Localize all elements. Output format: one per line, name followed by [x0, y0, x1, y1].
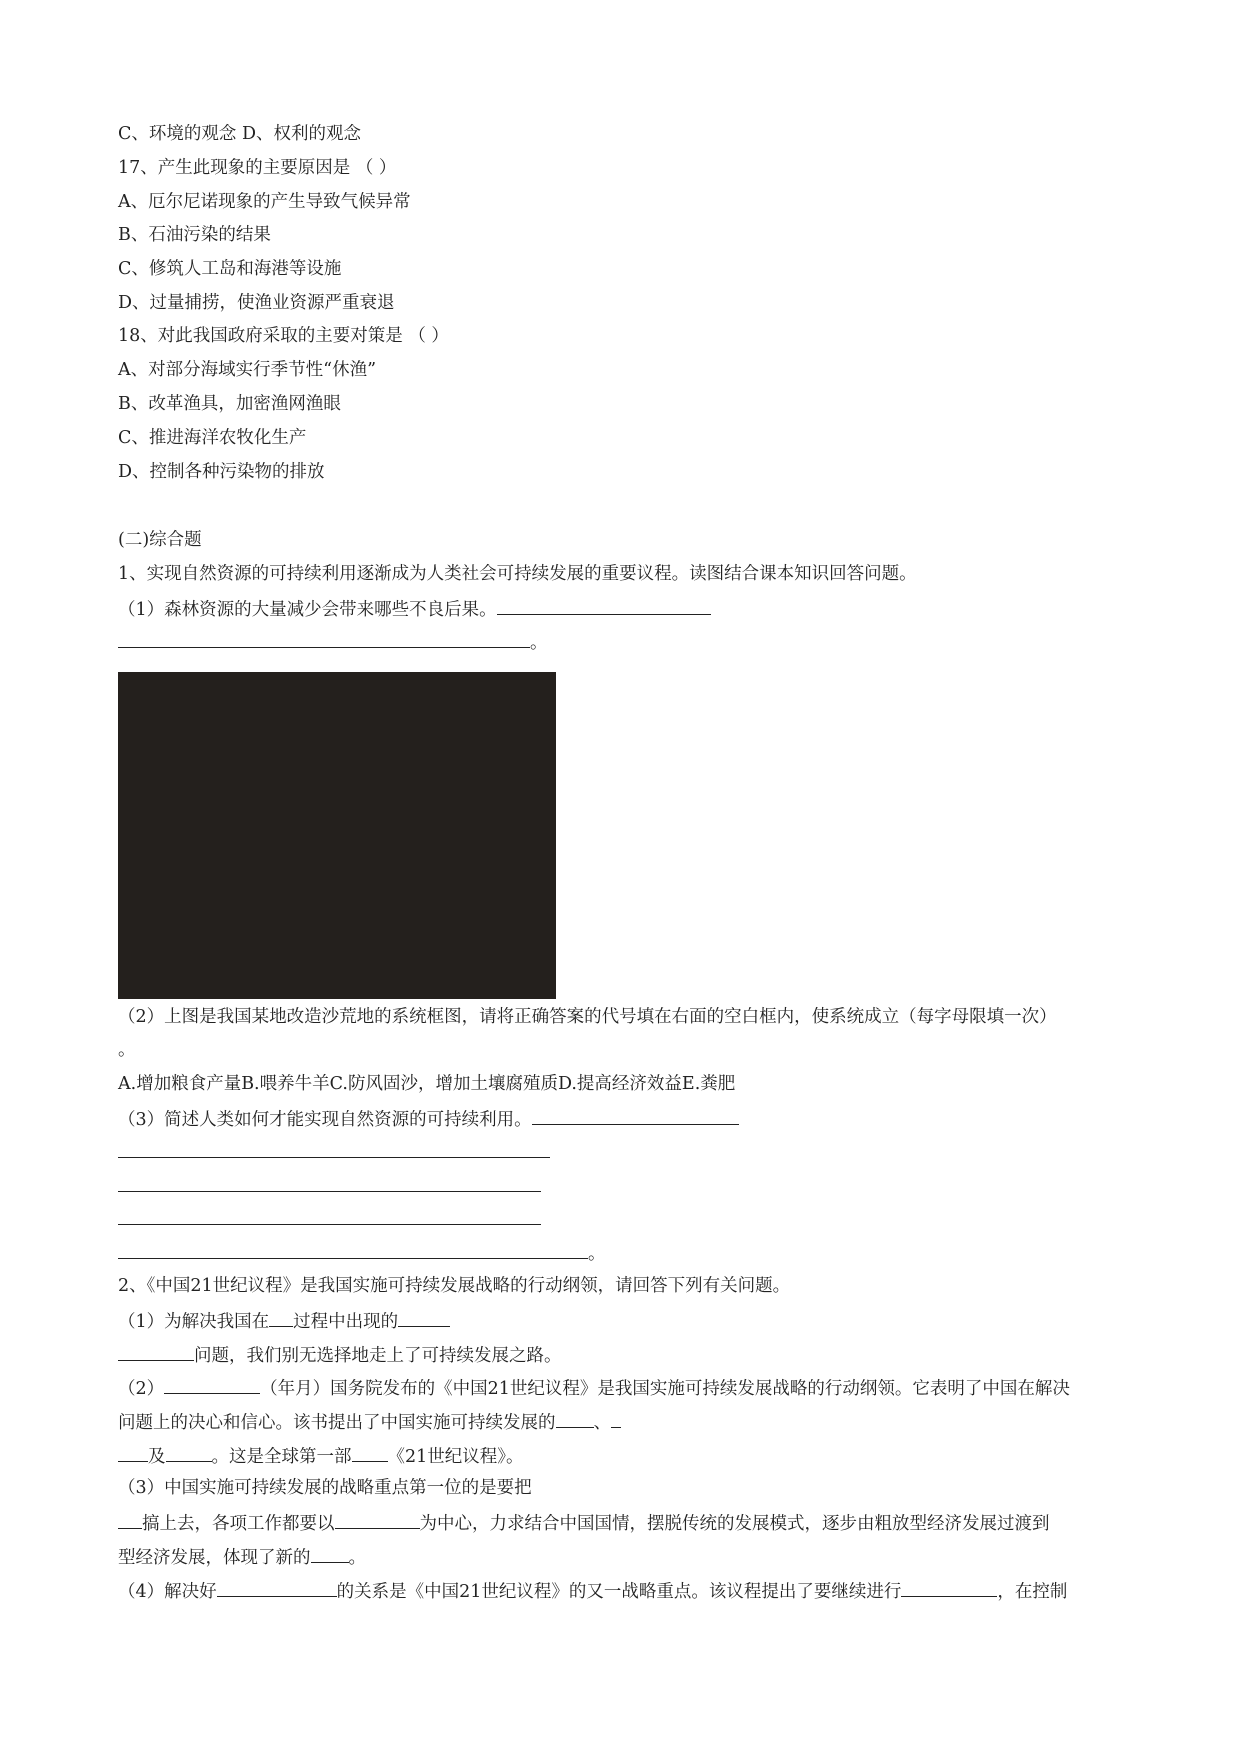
answer-blank[interactable] [497, 596, 711, 615]
line-text: （3）简述人类如何才能实现自然资源的可持续利用。 [118, 1110, 532, 1130]
answer-blank[interactable] [532, 1106, 739, 1125]
answer-blank[interactable] [352, 1443, 388, 1462]
answer-blank[interactable] [335, 1510, 420, 1529]
answer-line [118, 1173, 541, 1199]
answer-line [118, 1510, 1050, 1536]
line-text: 。 [118, 1040, 136, 1060]
line-text: 及 [148, 1447, 166, 1467]
line-text: 。这是全球第一部 [211, 1447, 352, 1467]
option-line: C、修筑人工岛和海港等设施 [118, 259, 342, 279]
system-diagram-image [118, 672, 556, 999]
answer-blank[interactable] [398, 1308, 450, 1327]
question-2: 2、《中国21世纪议程》是我国实施可持续发展战略的行动纲领，请回答下列有关问题。 [118, 1276, 791, 1296]
line-text: 问题，我们别无选择地走上了可持续发展之路。 [194, 1346, 562, 1366]
line-text: 过程中出现的 [293, 1312, 399, 1332]
answer-blank[interactable] [118, 1510, 142, 1529]
line-text: （2） [118, 1379, 165, 1399]
answer-blank[interactable] [118, 1206, 541, 1225]
question-1: 1、实现自然资源的可持续利用逐渐成为人类社会可持续发展的重要议程。读图结合课本知识回答问题。 [118, 564, 917, 584]
subquestion-2-2 [118, 1375, 1070, 1401]
option-line: C、环境的观念 D、权利的观念 [118, 124, 361, 144]
option-line: B、石油污染的结果 [118, 225, 271, 245]
answer-blank[interactable] [118, 1240, 588, 1259]
answer-line [118, 1443, 524, 1469]
section-heading: (二)综合题 [118, 530, 202, 550]
line-text: 问题上的决心和信心。该书提出了中国实施可持续发展的 [118, 1413, 556, 1433]
answer-line [118, 1544, 366, 1570]
line-text: 。 [530, 633, 548, 653]
subquestion-2-3: （3）中国实施可持续发展的战略重点第一位的是要把 [118, 1478, 532, 1498]
answer-line [118, 1206, 541, 1232]
line-text: 为中心，力求结合中国国情，摆脱传统的发展模式，逐步由粗放型经济发展过渡到 [419, 1514, 1050, 1534]
answer-blank[interactable] [118, 1173, 541, 1192]
line-text: 的关系是《中国21世纪议程》的又一战略重点。该议程提出了要继续进行 [336, 1582, 902, 1602]
question-17: 17、产生此现象的主要原因是 （ ） [118, 158, 397, 178]
line-text: 搞上去，各项工作都要以 [142, 1514, 335, 1534]
answer-options: A.增加粮食产量B.喂养牛羊C.防风固沙，增加土壤腐殖质D.提高经济效益E.粪肥 [118, 1074, 736, 1094]
line-text: 型经济发展，体现了新的 [118, 1548, 311, 1568]
answer-line [118, 1139, 550, 1165]
line-text: 。 [588, 1244, 606, 1264]
option-line: D、过量捕捞，使渔业资源严重衰退 [118, 293, 395, 313]
option-line: A、对部分海域实行季节性“休渔” [118, 360, 377, 380]
answer-blank[interactable] [611, 1409, 621, 1428]
subquestion-1-3 [118, 1106, 739, 1132]
answer-blank[interactable] [164, 1375, 260, 1394]
line-text: （年月）国务院发布的《中国21世纪议程》是我国实施可持续发展战略的行动纲领。它表明了中国在解决 [260, 1379, 1070, 1399]
answer-blank[interactable] [217, 1578, 337, 1597]
answer-blank[interactable] [166, 1443, 212, 1462]
answer-blank[interactable] [901, 1578, 997, 1597]
answer-blank[interactable] [556, 1409, 594, 1428]
subquestion-1-1 [118, 596, 711, 622]
subquestion-1-2: （2）上图是我国某地改造沙荒地的系统框图，请将正确答案的代号填在右面的空白框内，使系统成立（每字母限填一次） [118, 1007, 1057, 1027]
answer-blank[interactable] [118, 1443, 148, 1462]
answer-blank[interactable] [118, 629, 530, 648]
line-text: ，在控制 [997, 1582, 1068, 1602]
answer-blank[interactable] [118, 1342, 194, 1361]
line-text: 、 [593, 1413, 611, 1433]
line-text: 《21世纪议程》。 [387, 1447, 524, 1467]
option-line: B、改革渔具，加密渔网渔眼 [118, 394, 341, 414]
line-text: （1）为解决我国在 [118, 1312, 270, 1332]
question-18: 18、对此我国政府采取的主要对策是 （ ） [118, 326, 449, 346]
subquestion-2-4 [118, 1578, 1067, 1604]
line-text: 。 [348, 1548, 366, 1568]
option-line: A、厄尔尼诺现象的产生导致气候异常 [118, 192, 411, 212]
subquestion-2-1 [118, 1308, 450, 1334]
line-text: （1）森林资源的大量减少会带来哪些不良后果。 [118, 600, 497, 620]
answer-line [118, 1342, 562, 1368]
answer-blank[interactable] [311, 1544, 349, 1563]
option-line: D、控制各种污染物的排放 [118, 462, 325, 482]
option-line: C、推进海洋农牧化生产 [118, 428, 307, 448]
answer-line [118, 1240, 606, 1266]
answer-line [118, 629, 548, 655]
answer-blank[interactable] [118, 1139, 550, 1158]
answer-line [118, 1409, 621, 1435]
line-text: （4）解决好 [118, 1582, 217, 1602]
answer-blank[interactable] [269, 1308, 293, 1327]
